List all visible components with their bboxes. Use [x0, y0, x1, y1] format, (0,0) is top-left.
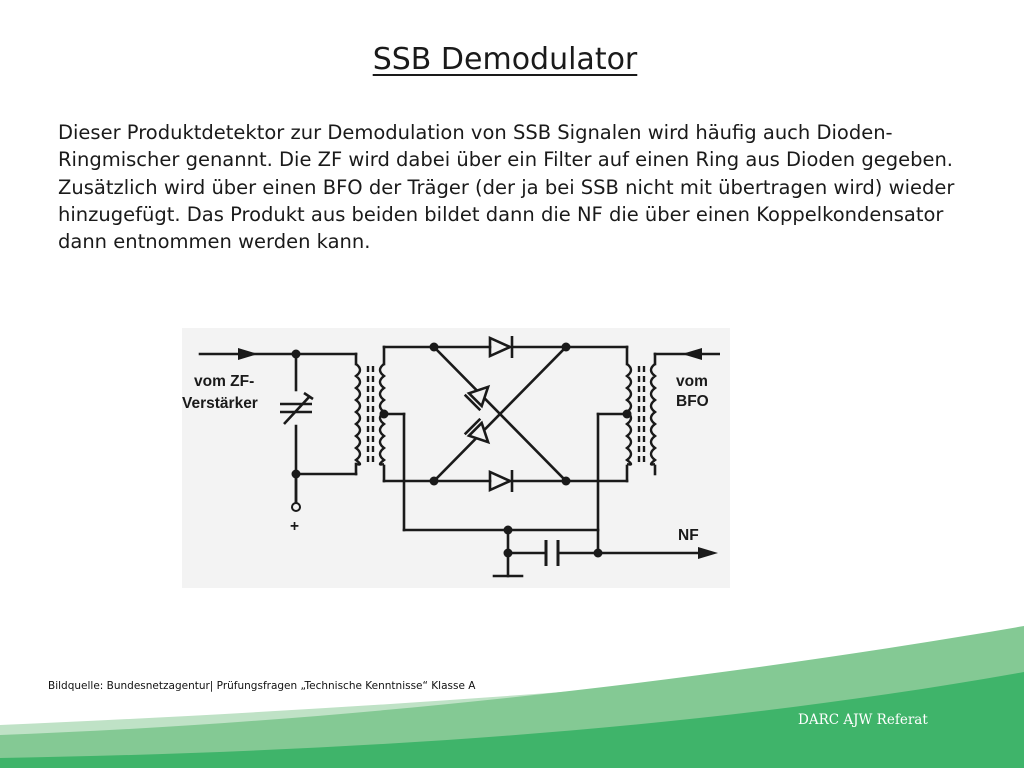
- image-source-caption: Bildquelle: Bundesnetzagentur| Prüfungsfragen „Technische Kenntnisse“ Klasse A: [48, 680, 476, 692]
- diode-top-icon: [490, 336, 512, 358]
- nf-output-arrow-icon: [698, 547, 718, 559]
- slide-title: SSB Demodulator: [372, 42, 638, 77]
- input-arrow-icon: [238, 348, 258, 360]
- variable-capacitor-icon: [280, 393, 313, 424]
- circuit-wires: [200, 347, 700, 576]
- ssb-demodulator-circuit: [182, 328, 730, 588]
- footer-wave-decoration: [0, 600, 1024, 768]
- footer-label: DARC AJW Referat: [798, 712, 928, 728]
- input-label-line1: vom ZF-: [194, 373, 255, 390]
- coupling-capacitor-icon: [546, 540, 558, 566]
- diode-bottom-icon: [490, 470, 512, 492]
- bfo-label-line2: BFO: [676, 393, 709, 410]
- bfo-label-line1: vom: [676, 373, 708, 390]
- supply-terminal-icon: [292, 503, 300, 511]
- input-label-line2: Verstärker: [182, 395, 258, 412]
- supply-label: +: [290, 518, 300, 535]
- slide-body-text: Dieser Produktdetektor zur Demodulation von SSB Signalen wird häufig auch Dioden-Ringmischer genannt. Die ZF wird dabei über ein Filter auf einen Ring aus Dioden gegeben. Zusätzlich wird über einen BFO der Träger (der ja bei SSB nicht mit übertragen wird) wieder hinzugefügt. Das Produkt aus beiden bildet dann die NF die über einen Koppelkondensator dann entnommen werden kann.: [58, 121, 955, 254]
- nf-output-label: NF: [678, 527, 699, 544]
